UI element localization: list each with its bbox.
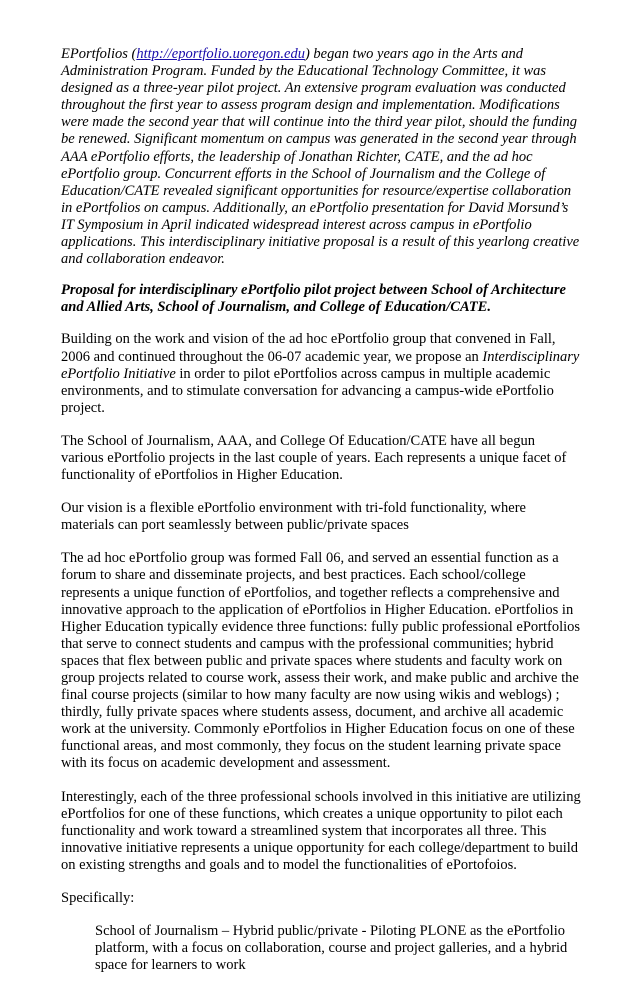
- paragraph-specifically: Specifically:: [61, 890, 135, 907]
- eportfolio-link[interactable]: http://eportfolio.uoregon.edu: [136, 46, 305, 62]
- paragraph-journalism: School of Journalism – Hybrid public/private - Piloting PLONE as the ePortfolio platform, with a focus on collaboration, course and project galleries, and a hybrid space for learners to work: [95, 923, 568, 974]
- proposal-heading: Proposal for interdisciplinary ePortfolio pilot project between School of Architecture and Allied Arts, School of Journalism, and College of Education/CATE.: [61, 282, 566, 316]
- initiative-name: Interdisciplinary ePortfolio Initiative: [61, 348, 580, 382]
- paragraph-building-on-vision: [61, 331, 581, 416]
- document-page: [61, 46, 581, 990]
- intro-paragraph: [61, 46, 581, 268]
- paragraph-vision: Our vision is a flexible ePortfolio environment with tri-fold functionality, where materials can port seamlessly between public/private spaces: [61, 500, 526, 534]
- intro-rest: ) began two years ago in the Arts and Administration Program. Funded by the Educational Technology Committee, it was designed as a three-year pilot project. An extensive program evaluation was conducted throughout the first year to assess program design and implementation. Modifications were made the second year that will continue into the third year pilot, should the funding be renewed. Significant momentum on campus was generated in the second year through AAA ePortfolio efforts, the leadership of Jonathan Richter, CATE, and the ad hoc ePortfolio group. Concurrent efforts in the School of Journalism and the College of Education/CATE revealed significant opportunities for resource/expertise collaboration in ePortfolios on campus. Additionally, an ePortfolio presentation for David Morsund’s IT Symposium in April indicated widespread interest across campus in ePortfolio applications. This interdisciplinary initiative proposal is a result of this yearlong creative and collaboration endeavor.: [61, 46, 580, 268]
- paragraph-interestingly: Interestingly, each of the three professional schools involved in this initiative are utilizing ePortfolios for one of these functions, which creates a unique opportunity to pilot each functionality and work toward a streamlined system that incorporates all three. This innovative initiative represents a unique opportunity for each college/department to build on existing strengths and goals and to model the functionalities of ePortofoios.: [61, 788, 581, 873]
- p1-after: in order to pilot ePortfolios across campus in multiple academic environments, and to stimulate conversation for advancing a campus-wide ePortfolio project.: [61, 365, 554, 416]
- paragraph-ad-hoc-group: The ad hoc ePortfolio group was formed Fall 06, and served an essential function as a forum to share and disseminate projects, and best practices. Each school/college represents a unique function of ePortfolios, and together reflects a comprehensive and innovative approach to the application of ePortfolios in Higher Education. ePortfolios in Higher Education typically evidence three functions: fully public professional ePortfolios that serve to connect students and campus with the professional communities; hybrid spaces that flex between public and private spaces where students and faculty work on group projects related to course work, assess their work, and make public and archive the final course projects (similar to how many faculty are now using wikis and weblogs) ; thirdly, fully private spaces where students assess, document, and archive all academic work at the university. Commonly ePortfolios in Higher Education focus on one of these functional areas, and most commonly, they focus on the student learning private space with its focus on academic development and assessment.: [61, 550, 581, 772]
- intro-prefix: EPortfolios (: [61, 46, 137, 62]
- p1-before: Building on the work and vision of the ad hoc ePortfolio group that convened in Fall, 2006 and continued throughout the 06-07 academic year, we propose an: [61, 331, 556, 365]
- paragraph-schools: The School of Journalism, AAA, and College Of Education/CATE have all begun various ePortfolio projects in the last couple of years. Each represents a unique facet of functionality of ePortfolios in Higher Education.: [61, 432, 567, 484]
